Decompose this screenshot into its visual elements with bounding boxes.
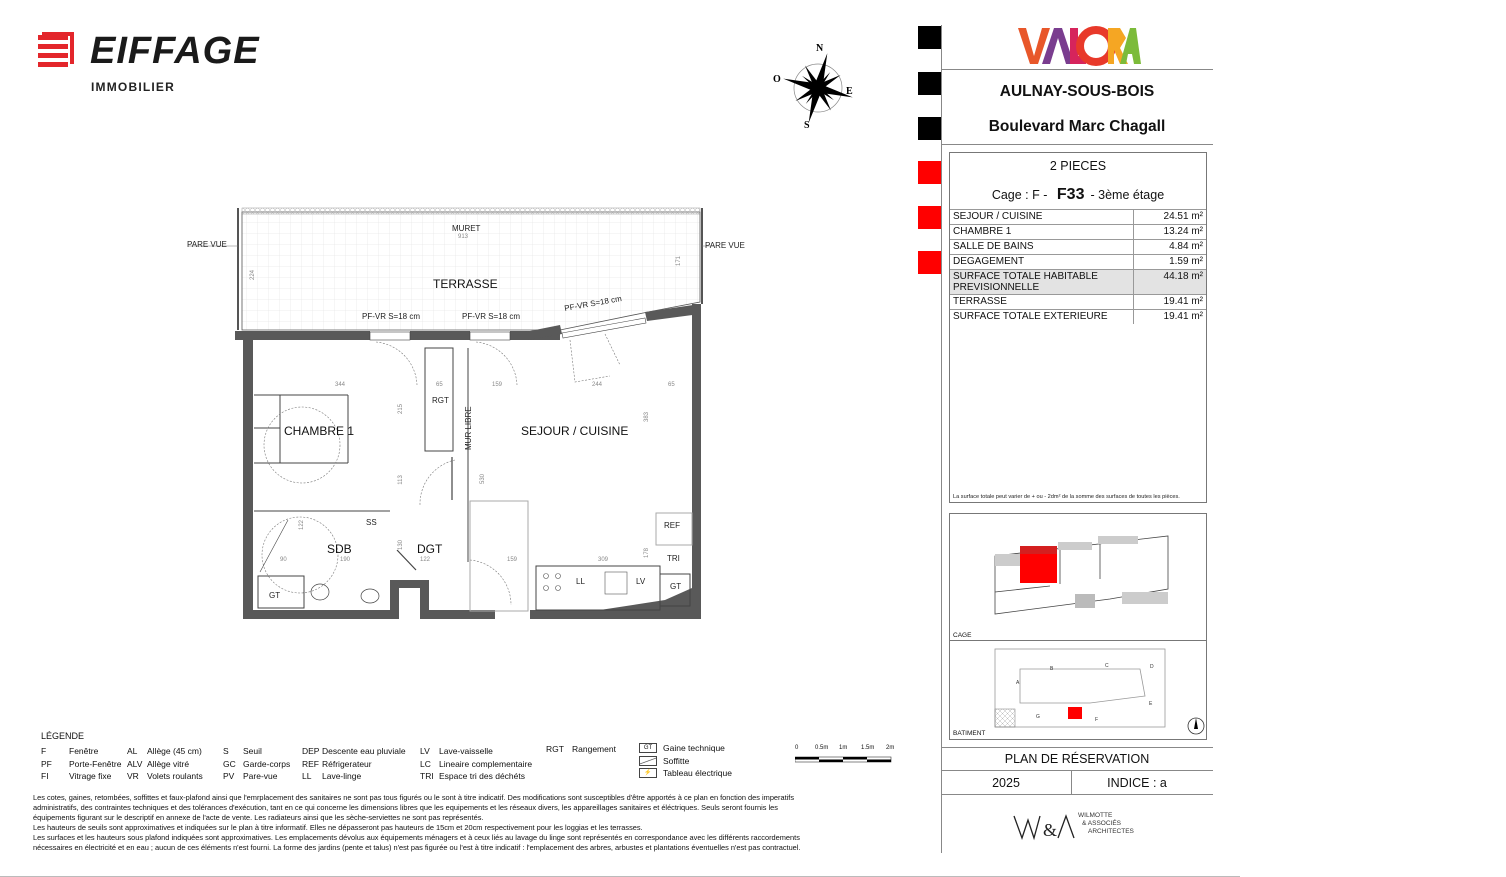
dimension-171: 171 <box>676 255 683 267</box>
svg-text:A: A <box>1016 680 1020 686</box>
eiffage-logo-text: EIFFAGE <box>90 30 260 72</box>
legend-item: LV Lave-vaisselle <box>420 746 493 756</box>
dimension-224: 224 <box>250 269 257 281</box>
soffitte-icon <box>639 756 657 766</box>
gt-label-right: GT <box>670 582 682 591</box>
svg-text:C: C <box>1105 663 1109 669</box>
divider <box>941 69 1213 70</box>
room-sdb: SDB <box>327 542 352 556</box>
legend-item: LL Lave-linge <box>302 771 362 781</box>
divider <box>941 747 1213 748</box>
muret-label: MURET <box>452 224 481 233</box>
legend-item: AL Allège (45 cm) <box>127 746 202 756</box>
architect-name-2: & ASSOCIÉS <box>1082 820 1122 827</box>
svg-text:&: & <box>1043 820 1058 840</box>
ref-label: REF <box>664 521 680 530</box>
legend-item: PV Pare-vue <box>223 771 278 781</box>
pare-vue-label-right: PARE VUE <box>705 241 745 250</box>
total-habitable-row: SURFACE TOTALE HABITABLE PREVISIONNELLE 44.18 m² <box>950 270 1206 295</box>
floor-plan <box>180 200 760 630</box>
legend-item: DEP Descente eau pluviale <box>302 746 406 756</box>
room-dgt: DGT <box>417 542 443 556</box>
scale-bar-graphic <box>795 755 905 769</box>
wilmotte-mark-icon <box>1012 812 1076 842</box>
dimension-130: 130 <box>398 539 405 551</box>
dimension-178: 178 <box>644 547 651 559</box>
svg-text:S: S <box>804 120 810 131</box>
dimension-190: 190 <box>340 557 351 563</box>
dimension-122: 122 <box>299 519 306 531</box>
legend-item: S Seuil <box>223 746 262 756</box>
svg-text:D: D <box>1150 664 1154 670</box>
surface-note: La surface totale peut varier de + ou - 2dm² de la somme des surfaces de toutes les pièces. <box>953 494 1180 500</box>
swatch-black-2 <box>918 72 941 95</box>
table-row: SALLE DE BAINS 4.84 m² <box>950 240 1206 255</box>
divider <box>941 794 1213 795</box>
svg-text:F: F <box>1095 717 1099 723</box>
dimension-159: 159 <box>492 382 503 388</box>
eiffage-logo-mark <box>38 30 78 70</box>
tri-label: TRI <box>667 554 680 563</box>
architect-name-1: WILMOTTE <box>1078 812 1113 819</box>
legend-item: TRI Espace tri des déchéts <box>420 771 525 781</box>
note-line: Les cotes, gaines, retombées, soffittes et faux-plafond ainsi que l'emrplacement des sanitaires ne sont pas tous figurés ou le sont à titre indicatif. Des modifications sont susceptibles d'être apportés à ce plan en fonction des imperatifs <box>33 793 795 802</box>
dimension-90: 90 <box>280 557 287 563</box>
dimension-113: 113 <box>397 475 404 485</box>
swatch-red-1 <box>918 161 941 184</box>
room-sejour-cuisine: SEJOUR / CUISINE <box>521 424 629 438</box>
dimension-122b: 122 <box>420 557 431 563</box>
cage-label: CAGE <box>953 632 972 639</box>
pfvr-label-3: PF-VR S=18 cm <box>563 294 623 313</box>
dimension-65b: 65 <box>668 382 675 388</box>
svg-text:B: B <box>1050 666 1054 672</box>
legend-item: VR Volets roulants <box>127 771 203 781</box>
swatch-red-2 <box>918 206 941 229</box>
table-row: SURFACE TOTALE EXTERIEURE 19.41 m² <box>950 310 1206 325</box>
legend-item: REF Réfrigerateur <box>302 758 372 769</box>
room-terrasse: TERRASSE <box>433 277 498 291</box>
gt-label-left: GT <box>269 591 281 600</box>
tableau-electrique-icon: ⚡ <box>639 768 657 778</box>
pfvr-label-2: PF-VR S=18 cm <box>462 312 521 321</box>
pfvr-label-1: PF-VR S=18 cm <box>362 312 421 321</box>
dimension-383: 383 <box>644 411 651 423</box>
legend-item: GC Garde-corps <box>223 758 291 769</box>
note-line: nécessaires en électricité et en eau ; aucun de ces éléments n'est fourni. La forme des jardins (pente et talus) n'est pas figurée ou l'est à titre indicatif : l'emplacement des arbres, arbustes et plantations éventuelles n'est pas contractuel. <box>33 843 801 852</box>
legend-item: LC Lineaire complementaire <box>420 758 533 769</box>
note-line: équipements figurant sur le descriptif en annexe de l'acte de vente. Les radiateurs ainsi que les sèche-serviettes ne sont pas représentés. <box>33 813 484 822</box>
table-row: CHAMBRE 1 13.24 m² <box>950 225 1206 240</box>
dimension-244: 244 <box>592 382 603 388</box>
legend-symbol-tableau: ⚡ Tableau électrique <box>639 768 732 781</box>
batiment-key-plan <box>950 641 1206 740</box>
disclaimer-notes <box>33 793 918 853</box>
ll-label: LL <box>576 577 585 586</box>
dimension-65: 65 <box>436 382 443 388</box>
table-row: DEGAGEMENT 1.59 m² <box>950 255 1206 270</box>
legend-item: ALV Allège vitré <box>127 758 190 769</box>
location-plans <box>949 513 1207 740</box>
legend-item: F Fenêtre <box>41 746 99 756</box>
scale-bar: 0 0.5m 1m 1.5m 2m <box>793 745 903 770</box>
pare-vue-label-left: PARE VUE <box>187 240 227 249</box>
ss-label: SS <box>366 518 377 527</box>
surface-table-box <box>949 152 1207 503</box>
cage-line: Cage : F - F33 - 3ème étage <box>991 186 1165 203</box>
dimension-309: 309 <box>598 557 609 563</box>
legend-symbol-soffitte: Soffitte <box>639 756 732 769</box>
table-row: TERRASSE 19.41 m² <box>950 295 1206 310</box>
gaine-technique-icon: GT <box>639 743 657 753</box>
legend-item: RGT Rangement <box>546 744 616 754</box>
surface-table <box>950 209 1206 324</box>
svg-text:O: O <box>773 74 781 85</box>
swatch-black-3 <box>918 117 941 140</box>
note-line: Les surfaces et les hauteurs sous plafond indiquées sont approximatives. Les emplacements dévolus aux équipements ménagers et à ceux liés au lavage du linge sont représentés en correspondance avec les différents raccordements <box>33 833 800 842</box>
divider <box>941 144 1213 145</box>
legend-item: PF Porte-Fenêtre <box>41 758 122 769</box>
divider <box>941 770 1213 771</box>
street-title: Boulevard Marc Chagall <box>988 118 1166 135</box>
architect-name-3: ARCHITECTES <box>1088 828 1134 835</box>
compass-icon <box>770 40 860 132</box>
dimension-913: 913 <box>458 234 469 240</box>
compass-rose <box>770 40 860 132</box>
title-block-border <box>941 25 942 853</box>
valora-logo <box>1016 26 1141 66</box>
cage-key-plan <box>950 514 1206 640</box>
plan-indice: INDICE : a <box>1107 776 1167 790</box>
lot-type: 2 PIECES <box>1049 159 1107 173</box>
svg-text:E: E <box>846 86 853 97</box>
dimension-215: 215 <box>398 403 405 415</box>
legend-title: LÉGENDE <box>41 731 85 741</box>
table-row: SEJOUR / CUISINE 24.51 m² <box>950 210 1206 225</box>
legend-symbol-gaine: GT Gaine technique <box>639 743 732 756</box>
floor-label: 3ème étage <box>1098 188 1165 202</box>
dimension-159b: 159 <box>507 557 518 563</box>
note-line: administratifs, des contraintes techniques et des tolérances d'exécution, tant en ce qui concerne les dimensions libres que les equipements et les réseaux divers, les appareillages sanitaires et éléctriques. Seuls seront fournis les <box>33 803 778 812</box>
architect-logo <box>1012 812 1152 842</box>
note-line: Les hauteurs de seuils sont approximatives et indiquées sur le plan à titre informatif. Elles ne dépasseront pas hauteurs de 15cm et 20cm respectivement pour les loggias et les terrasses. <box>33 823 643 832</box>
svg-text:G: G <box>1036 714 1040 720</box>
room-chambre-1: CHAMBRE 1 <box>284 424 355 438</box>
dimension-344: 344 <box>335 382 346 388</box>
room-rgt: RGT <box>432 396 449 405</box>
plan-title: PLAN DE RÉSERVATION <box>1004 752 1150 766</box>
batiment-label: BATIMENT <box>953 730 986 737</box>
mur-libre-label: MUR LIBRE <box>464 406 473 450</box>
city-title: AULNAY-SOUS-BOIS <box>999 83 1155 100</box>
svg-text:N: N <box>816 43 824 54</box>
plan-year: 2025 <box>992 776 1020 790</box>
svg-text:E: E <box>1149 701 1153 707</box>
swatch-black-1 <box>918 26 941 49</box>
lv-label: LV <box>636 577 646 586</box>
legend-item: FI Vitrage fixe <box>41 771 112 781</box>
eiffage-subtitle: IMMOBILIER <box>91 80 175 94</box>
swatch-red-3 <box>918 251 941 274</box>
dimension-530: 530 <box>480 473 487 485</box>
lot-code: F33 <box>1056 186 1085 203</box>
